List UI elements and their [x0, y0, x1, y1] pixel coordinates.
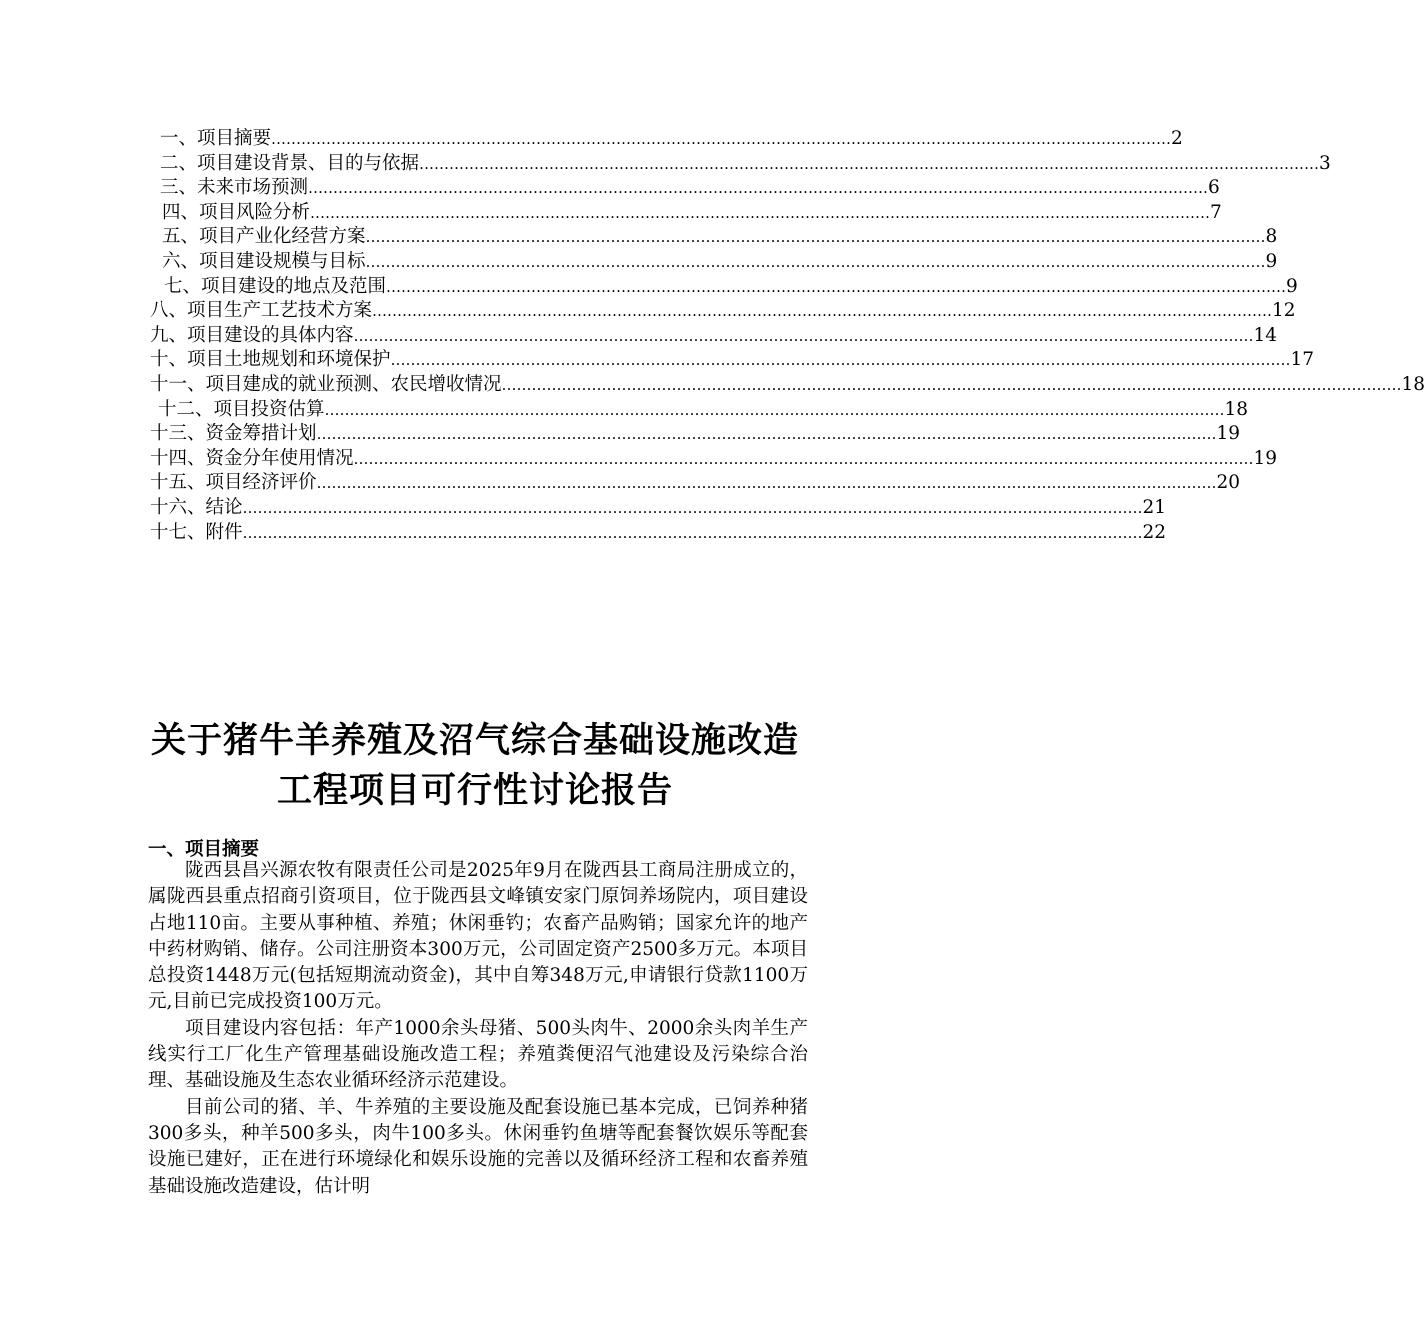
toc-leader-dots: ……………………………………………………………………………………………………………………………………………………………… — [365, 252, 1266, 271]
toc-entry-page: 14 — [1253, 324, 1278, 346]
toc-entry-page: 6 — [1208, 177, 1220, 199]
toc-entry-label: 九、项目建设的具体内容 — [150, 324, 354, 346]
toc-entry-label: 八、项目生产工艺技术方案 — [150, 300, 373, 322]
toc-entry — [150, 345, 1315, 371]
toc-entry-page: 20 — [1216, 472, 1241, 494]
toc-entry-label: 十二、项目投资估算 — [158, 398, 325, 420]
toc-entry-page: 19 — [1216, 423, 1241, 445]
toc-entry-page: 7 — [1210, 201, 1222, 223]
toc-leader-dots: ……………………………………………………………………………………………………………………………………………………………… — [501, 375, 1402, 394]
toc-entry-label: 六、项目建设规模与目标 — [162, 250, 366, 272]
toc-leader-dots: ……………………………………………………………………………………………………………………………………………………………… — [242, 523, 1143, 542]
toc-leader-dots: ……………………………………………………………………………………………………………………………………………………………… — [308, 179, 1209, 198]
toc-entry-page: 12 — [1272, 300, 1296, 322]
toc-entry — [150, 247, 1278, 272]
toc-leader-dots: ……………………………………………………………………………………………………………………………………………………………… — [386, 277, 1287, 296]
document-title-line-1: 关于猪牛羊养殖及沼气综合基础设施改造 — [150, 721, 799, 761]
toc-entry-page: 8 — [1265, 226, 1278, 248]
toc-entry-label: 十一、项目建成的就业预测、农民增收情况 — [150, 373, 502, 395]
toc-entry-page: 2 — [1171, 128, 1183, 149]
toc-entry-page: 18 — [1224, 398, 1249, 420]
toc-entry — [150, 370, 1425, 395]
toc-entry-label: 一、项目摘要 — [160, 128, 272, 149]
toc-leader-dots: ……………………………………………………………………………………………………………………………………………………………… — [242, 498, 1143, 517]
toc-entry-page: 3 — [1319, 152, 1331, 174]
toc-entry — [150, 296, 1296, 322]
toc-entry — [150, 198, 1222, 223]
section-heading: 一、项目摘要 — [148, 839, 260, 860]
toc-entry-page: 19 — [1253, 447, 1278, 469]
toc-leader-dots: ……………………………………………………………………………………………………………………………………………………………… — [271, 130, 1172, 148]
paragraph: 项目建设内容包括：年产1000余头母猪、500头肉牛、2000余头肉羊生产线实行工厂化生产管理基础设施改造工程；养殖粪便沼气池建设及污染综合治理、基础设施及生态农业循环经济示范建设。 — [148, 1017, 808, 1092]
toc-entry-label: 二、项目建设背景、目的与依据 — [160, 152, 420, 174]
toc-entry-label: 五、项目产业化经营方案 — [162, 226, 366, 248]
table-of-contents — [150, 124, 1425, 543]
section-body — [148, 858, 808, 1200]
paragraph: 陇西县昌兴源农牧有限责任公司是2025年9月在陇西县工商局注册成立的，属陇西县重点招商引资项目，位于陇西县文峰镇安家门原饲养场院内，项目建设占地110亩。主要从事种植、养殖；休闲垂钓；农畜产品购销；国家允许的地产中药材购销、储存。公司注册资本300万元，公司固定资产2500多万元。本项目总投资1448万元(包括短期流动资金)，其中自筹348万元,申请银行贷款1100万元,目前已完成投资100万元。 — [148, 860, 808, 1013]
toc-leader-dots: ……………………………………………………………………………………………………………………………………………………………… — [316, 425, 1217, 444]
toc-entry-label: 四、项目风险分析 — [162, 201, 311, 223]
toc-entry-label: 七、项目建设的地点及范围 — [164, 275, 387, 297]
toc-leader-dots: ……………………………………………………………………………………………………………………………………………………………… — [353, 326, 1254, 345]
toc-entry — [150, 321, 1278, 346]
toc-leader-dots: ……………………………………………………………………………………………………………………………………………………………… — [419, 154, 1320, 173]
toc-entry-label: 十七、附件 — [150, 521, 243, 543]
document-title-line-2: 工程项目可行性讨论报告 — [276, 771, 673, 811]
toc-leader-dots: ……………………………………………………………………………………………………………………………………………………………… — [372, 302, 1273, 321]
toc-entry — [150, 272, 1298, 297]
toc-entry — [150, 468, 1241, 494]
toc-entry — [150, 395, 1249, 420]
toc-entry-label: 十三、资金筹措计划 — [150, 423, 317, 445]
toc-leader-dots: ……………………………………………………………………………………………………………………………………………………………… — [316, 474, 1217, 493]
toc-entry-page: 18 — [1401, 373, 1425, 395]
toc-leader-dots: ……………………………………………………………………………………………………………………………………………………………… — [324, 400, 1225, 419]
document-title — [100, 716, 850, 816]
paragraph: 目前公司的猪、羊、牛养殖的主要设施及配套设施已基本完成，已饲养种猪300多头，种羊500多头，肉牛100多头。休闲垂钓鱼塘等配套餐饮娱乐等配套设施已建好，正在进行环境绿化和娱乐设施的完善以及循环经济工程和农畜养殖基础设施改造建设，估计明 — [148, 1096, 808, 1197]
toc-entry-label: 十四、资金分年使用情况 — [150, 447, 354, 469]
toc-leader-dots: ……………………………………………………………………………………………………………………………………………………………… — [353, 449, 1254, 468]
toc-leader-dots: ……………………………………………………………………………………………………………………………………………………………… — [365, 228, 1266, 247]
toc-entry — [150, 222, 1278, 248]
toc-entry — [150, 419, 1241, 445]
toc-entry — [150, 493, 1167, 518]
toc-entry-page: 22 — [1142, 521, 1167, 543]
toc-leader-dots: ……………………………………………………………………………………………………………………………………………………………… — [310, 203, 1211, 222]
toc-entry-label: 十五、项目经济评价 — [150, 472, 317, 494]
toc-entry — [150, 518, 1167, 543]
toc-entry-label: 十六、结论 — [150, 496, 243, 518]
toc-leader-dots: ……………………………………………………………………………………………………………………………………………………………… — [390, 351, 1291, 370]
toc-entry-page: 21 — [1142, 496, 1167, 518]
toc-entry — [150, 173, 1220, 199]
toc-entry-page: 17 — [1290, 349, 1315, 371]
toc-entry — [150, 149, 1331, 174]
toc-entry — [150, 124, 1183, 149]
toc-entry-label: 三、未来市场预测 — [160, 177, 309, 199]
toc-entry-label: 十、项目土地规划和环境保护 — [150, 349, 391, 371]
toc-entry-page: 9 — [1265, 250, 1278, 272]
toc-entry — [150, 444, 1278, 469]
toc-entry-page: 9 — [1286, 275, 1298, 297]
